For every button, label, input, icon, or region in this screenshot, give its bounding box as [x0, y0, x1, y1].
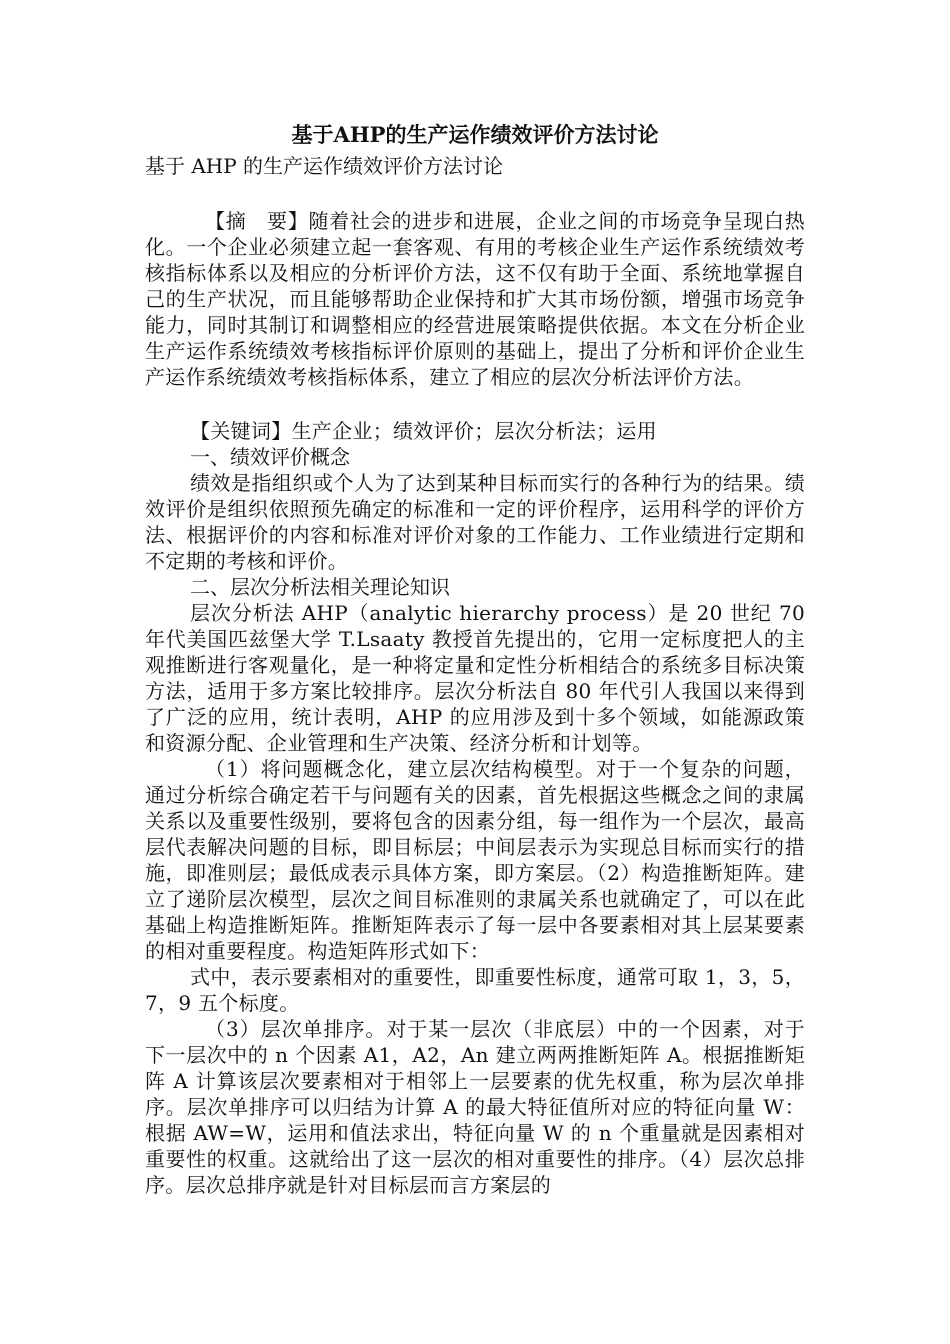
- document-subtitle: 基于 AHP 的生产运作绩效评价方法讨论: [145, 154, 504, 178]
- section-2-heading: 二、层次分析法相关理论知识: [190, 575, 450, 599]
- section-2-body: 层次分析法 AHP（analytic hierarchy process）是 20 世纪 70 年代美国匹兹堡大学 T.Lsaaty 教授首先提出的，它用一定标度把人的主观推断进行客观量化，是一种将定量和定性分析相结合的系统多目标决策方法，适用于多方案比较排序。层次分析法自 80 年代引人我国以来得到了广泛的应用，统计表明，AHP 的应用涉及到十多个领域，如能源政策和资源分配、企业管理和生产决策、经济分析和计划等。: [145, 601, 805, 755]
- steps-3-4-paragraph: （3）层次单排序。对于某一层次（非底层）中的一个因素，对于下一层次中的 n 个因素 A1，A2，An 建立两两推断矩阵 A。根据推断矩阵 A 计算该层次要素相对于相邻上一层要素的优先权重，称为层次单排序。层次单排序可以归结为计算 A 的最大特征值所对应的特征向量 W：根据 AW=W，运用和值法求出，特征向量 W 的 n 个重量就是因素相对重要性的权重。这就给出了这一层次的相对重要性的排序。（4）层次总排序。层次总排序就是针对目标层而言方案层的: [145, 1017, 805, 1197]
- section-1-heading: 一、绩效评价概念: [190, 445, 350, 469]
- abstract-paragraph: 【摘 要】随着社会的进步和进展，企业之间的市场竞争呈现白热化。一个企业必须建立起一套客观、有用的考核企业生产运作系统绩效考核指标体系以及相应的分析评价方法，这不仅有助于全面、系统地掌握自己的生产状况，而且能够帮助企业保持和扩大其市场份额，增强市场竞争能力，同时其制订和调整相应的经营进展策略提供依据。本文在分析企业生产运作系统绩效考核指标评价原则的基础上，提出了分析和评价企业生产运作系统绩效考核指标体系，建立了相应的层次分析法评价方法。: [145, 209, 805, 389]
- document-page: [145, 118, 805, 1198]
- keywords-line: 【关键词】生产企业；绩效评价；层次分析法；运用: [190, 419, 657, 443]
- steps-1-2-paragraph: （1）将问题概念化，建立层次结构模型。对于一个复杂的问题，通过分析综合确定若干与问题有关的因素，首先根据这些概念之间的隶属关系以及重要性级别，要将包含的因素分组，每一组作为一个层次，最高层代表解决问题的目标，即目标层；中间层表示为实现总目标而实行的措施，即准则层；最低成表示具体方案，即方案层。（2）构造推断矩阵。建立了递阶层次模型，层次之间目标准则的隶属关系也就确定了，可以在此基础上构造推断矩阵。推断矩阵表示了每一层中各要素相对其上层某要素的相对重要程度。构造矩阵形式如下：: [145, 757, 805, 963]
- formula-note: 式中，表示要素相对的重要性，即重要性标度，通常可取 1，3，5，7，9 五个标度。: [145, 965, 805, 1015]
- section-1-body: 绩效是指组织或个人为了达到某种目标而实行的各种行为的结果。绩效评价是组织依照预先确定的标准和一定的评价程序，运用科学的评价方法、根据评价的内容和标准对评价对象的工作能力、工作业绩进行定期和不定期的考核和评价。: [145, 471, 805, 573]
- document-title: 基于AHP的生产运作绩效评价方法讨论: [291, 122, 659, 147]
